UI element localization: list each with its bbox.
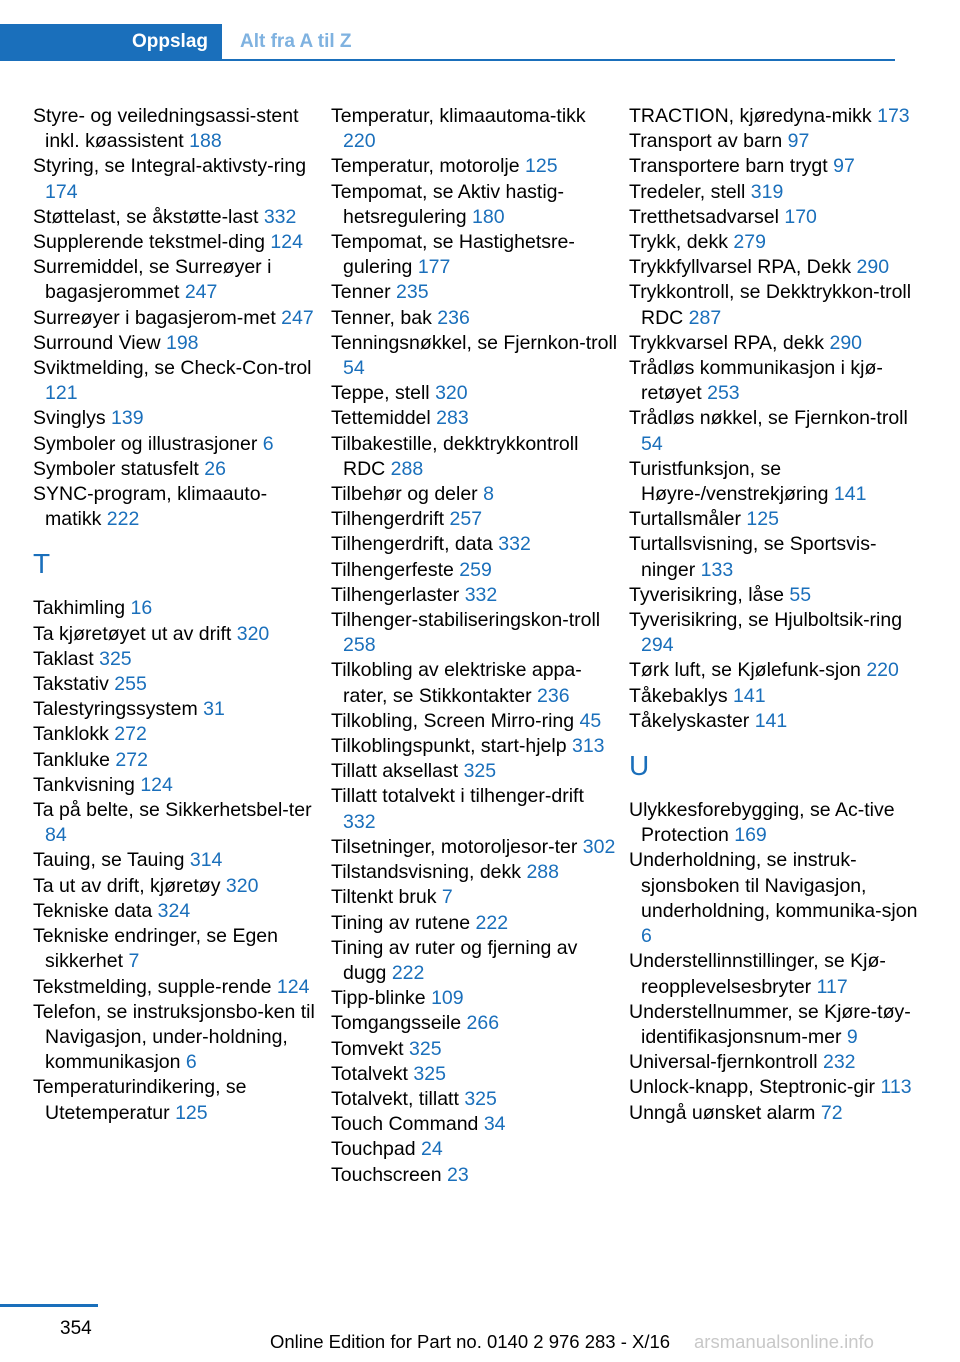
index-entry: [629, 1000, 929, 1050]
entry-term: Trykkvarsel RPA, dekk: [629, 331, 830, 354]
entry-term: Tekniske endringer, se Egen sikkerhet: [33, 925, 278, 973]
page-link[interactable]: 332: [464, 583, 498, 606]
page-link[interactable]: 84: [45, 824, 67, 847]
index-entry: [331, 280, 621, 305]
index-entry: [33, 798, 323, 848]
index-entry: [331, 1037, 621, 1062]
entry-term: Tining av rutene: [331, 911, 476, 934]
index-entry: [331, 180, 621, 230]
page-link[interactable]: 332: [498, 533, 531, 556]
page-link[interactable]: 320: [225, 874, 259, 897]
entry-term: Ta på belte, se Sikkerhetsbel‐ter: [33, 799, 312, 822]
entry-term: Touch Command: [331, 1113, 484, 1136]
index-entry: [331, 734, 621, 759]
entry-term: Tipp-blinke: [331, 987, 432, 1010]
page-link[interactable]: 54: [343, 357, 365, 380]
index-entry: [629, 129, 929, 154]
entry-term: Sviktmelding, se Check-Con‐trol: [33, 357, 312, 380]
entry-term: Tenningsnøkkel, se Fjernkon‐troll: [331, 331, 618, 354]
entry-term: Styre- og veiledningsassi‐stent inkl. køassistent: [33, 105, 299, 153]
index-entry: [331, 482, 621, 507]
entry-term: Transport av barn: [629, 130, 788, 153]
index-entry: [629, 507, 929, 532]
page-link[interactable]: 279: [733, 231, 766, 254]
page-link[interactable]: 97: [787, 130, 810, 153]
page-link[interactable]: 97: [833, 155, 855, 178]
page-link[interactable]: 235: [396, 281, 429, 304]
entry-term: Tilkobling av elektriske appa‐rater, se Stikkontakter: [331, 659, 582, 707]
page-link[interactable]: 258: [343, 634, 376, 657]
entry-term: Tilhengerdrift: [331, 508, 450, 531]
page-link[interactable]: 174: [45, 180, 78, 203]
page-link[interactable]: 332: [263, 205, 297, 228]
header-bar: [0, 24, 895, 62]
entry-term: Trykkfyllvarsel RPA, Dekk: [629, 256, 857, 279]
page-link[interactable]: 124: [270, 231, 303, 254]
page-link[interactable]: 9: [846, 1025, 858, 1048]
entry-term: Turtallsmåler: [629, 508, 747, 531]
page-link[interactable]: 113: [880, 1076, 912, 1099]
entry-term: Takstativ: [33, 673, 115, 696]
page-link[interactable]: 31: [203, 698, 225, 721]
entry-term: Tilbakestille, dekktrykkontroll RDC: [331, 432, 579, 480]
page-link[interactable]: 253: [707, 382, 740, 405]
entry-term: SYNC-program, klimaauto‐matikk: [33, 483, 268, 531]
index-entry: [331, 835, 621, 860]
page-link[interactable]: 55: [789, 583, 812, 606]
index-entry: [33, 647, 323, 672]
entry-term: Supplerende tekstmel‐ding: [33, 231, 271, 254]
page-link[interactable]: 16: [130, 597, 153, 620]
entry-term: Tempomat, se Aktiv hastig‐hetsregulering: [331, 180, 565, 228]
entry-term: Turistfunksjon, se Høyre-/venstrekjøring: [629, 457, 834, 506]
page-link[interactable]: 125: [746, 508, 779, 531]
index-entry: [629, 1101, 929, 1126]
index-entry: [629, 280, 929, 330]
index-entry: [331, 1112, 621, 1137]
page-link[interactable]: 272: [114, 723, 147, 746]
index-entry: [33, 672, 323, 697]
entry-term: Tilbehør og deler: [331, 483, 484, 506]
entry-term: Styring, se Integral-aktivsty‐ring: [33, 155, 307, 178]
index-entry: [629, 709, 929, 734]
entry-term: Understellinnstillinger, se Kjø‐reopplevelsesbryter: [629, 950, 886, 998]
page-link[interactable]: 124: [276, 975, 310, 998]
page-link[interactable]: 7: [441, 886, 453, 909]
page-link[interactable]: 319: [750, 180, 784, 203]
index-entry: [331, 583, 621, 608]
page-link[interactable]: 247: [184, 281, 218, 304]
entry-term: Trådløs nøkkel, se Fjernkon‐troll: [629, 407, 908, 430]
entry-term: Surround View: [33, 331, 166, 354]
entry-term: TRACTION, kjøredyna‐mikk: [629, 105, 878, 127]
index-entry: [331, 1062, 621, 1087]
page-link[interactable]: 180: [472, 205, 505, 228]
entry-term: Tanklokk: [33, 723, 115, 746]
entry-term: Surreøyer i bagasjerom‐met: [33, 306, 282, 329]
index-entry: [331, 230, 621, 280]
page-link[interactable]: 324: [157, 899, 191, 922]
entry-term: Tekniske data: [33, 899, 158, 922]
entry-term: Surremiddel, se Surreøyer i bagasjerommet: [33, 256, 272, 304]
index-entry: [331, 936, 621, 986]
page-link[interactable]: 125: [175, 1101, 208, 1124]
entry-term: Unngå uønsket alarm: [629, 1101, 821, 1124]
header-divider: [0, 59, 895, 61]
page-link[interactable]: 247: [281, 306, 314, 329]
section-letter: U: [629, 750, 650, 782]
page-link[interactable]: 45: [579, 709, 602, 732]
index-entry: [331, 860, 621, 885]
section-letter: T: [33, 548, 51, 580]
index-entry: [33, 924, 323, 974]
page-link[interactable]: 139: [111, 407, 144, 430]
entry-term: Tilhengerdrift, data: [331, 533, 499, 556]
index-entry: [629, 949, 929, 999]
entry-term: Tillatt aksellast: [331, 760, 464, 783]
page-link[interactable]: 141: [754, 709, 788, 732]
page-link[interactable]: 6: [641, 925, 652, 948]
entry-term: Teppe, stell: [331, 382, 436, 405]
index-entry: [629, 798, 929, 848]
entry-term: Tåkebaklys: [629, 684, 734, 707]
page-link[interactable]: 6: [262, 432, 274, 455]
page-link[interactable]: 255: [114, 673, 147, 696]
page-link[interactable]: 121: [45, 382, 78, 405]
index-entry: [331, 432, 621, 482]
entry-term: Tilkobling, Screen Mirro‐ring: [331, 709, 580, 732]
page-link[interactable]: 313: [571, 735, 605, 758]
index-entry: [33, 432, 323, 457]
index-entry: [331, 1011, 621, 1036]
index-entry: [331, 608, 621, 658]
index-entry: [629, 331, 929, 356]
entry-term: Tomvekt: [331, 1037, 410, 1060]
page-link[interactable]: 220: [866, 659, 899, 682]
page-number: 354: [60, 1318, 92, 1339]
index-entry: [331, 104, 621, 154]
entry-term: Totalvekt, tillatt: [331, 1087, 465, 1110]
page-link[interactable]: 8: [483, 483, 494, 506]
index-entry: [33, 748, 323, 773]
index-entry: [33, 154, 323, 204]
entry-term: Touchscreen: [331, 1163, 447, 1186]
page-link[interactable]: 222: [391, 961, 425, 984]
page-link[interactable]: 125: [525, 155, 558, 178]
page-link[interactable]: 7: [128, 950, 140, 973]
page-link[interactable]: 141: [833, 483, 867, 506]
entry-term: Unlock-knapp, Steptronic-gir: [629, 1076, 881, 1099]
index-entry: [629, 104, 929, 129]
page-link[interactable]: 288: [390, 457, 424, 480]
index-entry: [331, 406, 621, 431]
index-entry: [331, 331, 621, 381]
page-link[interactable]: 220: [343, 130, 376, 153]
page-link[interactable]: 294: [641, 634, 674, 657]
entry-term: Tilkoblingspunkt, start‐hjelp: [331, 735, 572, 758]
index-entry: [33, 205, 323, 230]
entry-term: Tilsetninger, motoroljesor‐ter: [331, 835, 583, 858]
entry-term: Temperatur, klimaautoma‐tikk: [331, 105, 586, 127]
entry-term: Tankluke: [33, 748, 116, 771]
index-entry: [629, 583, 929, 608]
index-entry: [629, 255, 929, 280]
index-entry: [629, 154, 929, 179]
index-entry: [33, 104, 323, 154]
index-entry: [629, 205, 929, 230]
page-link[interactable]: 24: [421, 1138, 443, 1161]
page-link[interactable]: 290: [856, 256, 890, 279]
entry-term: Tomgangsseile: [331, 1012, 467, 1035]
page-link[interactable]: 117: [816, 975, 848, 998]
page-link[interactable]: 169: [734, 824, 767, 847]
index-column-3: [629, 104, 929, 1126]
page-link[interactable]: 124: [140, 773, 173, 796]
entry-term: Universal-fjernkontroll: [629, 1051, 823, 1074]
entry-term: Trådløs kommunikasjon i kjø‐retøyet: [629, 357, 883, 405]
index-entry: [629, 356, 929, 406]
index-entry: [33, 356, 323, 406]
entry-term: Tyverisikring, se Hjulboltsik‐ring: [629, 609, 903, 632]
entry-term: Tettemiddel: [331, 407, 437, 430]
index-entry: [33, 874, 323, 899]
entry-term: Tørk luft, se Kjølefunk‐sjon: [629, 659, 867, 682]
page-link[interactable]: 6: [185, 1051, 197, 1074]
entry-term: Tenner: [331, 281, 397, 304]
page-link[interactable]: 198: [165, 331, 199, 354]
entry-term: Ta kjøretøyet ut av drift: [33, 622, 237, 645]
page-link[interactable]: 259: [459, 558, 492, 581]
entry-term: Tempomat, se Hastighetsre‐gulering: [331, 231, 575, 279]
page-link[interactable]: 325: [99, 647, 132, 670]
index-entry: [33, 255, 323, 305]
entry-term: Transportere barn trygt: [629, 155, 834, 178]
index-entry: [331, 709, 621, 734]
entry-term: Tyverisikring, låse: [629, 583, 790, 606]
index-entry: [331, 658, 621, 708]
page-link[interactable]: 34: [483, 1113, 506, 1136]
index-entry: [331, 154, 621, 179]
index-entry: [629, 658, 929, 683]
index-entry: [331, 759, 621, 784]
entry-term: Understellnummer, se Kjøre‐tøy-identifikasjonsnum‐mer: [629, 1000, 911, 1048]
index-entry: [331, 784, 621, 834]
index-entry: [331, 1137, 621, 1162]
page-link[interactable]: 257: [449, 508, 483, 531]
page-link[interactable]: 26: [204, 457, 226, 480]
page-link[interactable]: 236: [437, 306, 470, 329]
index-entry: [629, 180, 929, 205]
index-entry: [331, 381, 621, 406]
index-entry: [629, 1075, 929, 1100]
index-entry: [629, 1050, 929, 1075]
entry-term: Tankvisning: [33, 773, 141, 796]
page-link[interactable]: 222: [475, 911, 509, 934]
index-entry: [629, 230, 929, 255]
page-link[interactable]: 23: [446, 1163, 469, 1186]
index-entry: [33, 697, 323, 722]
page-link[interactable]: 170: [784, 205, 817, 228]
index-entry: [331, 1163, 621, 1188]
index-entry: [33, 722, 323, 747]
entry-term: Trykkontroll, se Dekktrykkon‐troll RDC: [629, 281, 912, 329]
index-entry: [33, 773, 323, 798]
index-entry: [629, 406, 929, 456]
index-entry: [331, 558, 621, 583]
tab-oppslag[interactable]: Oppslag: [0, 24, 222, 60]
index-entry: [629, 684, 929, 709]
entry-term: Tåkelyskaster: [629, 709, 755, 732]
entry-term: Tretthetsadvarsel: [629, 205, 785, 228]
page-link[interactable]: 188: [189, 130, 222, 153]
entry-term: Tredeler, stell: [629, 180, 751, 203]
page-link[interactable]: 232: [822, 1051, 856, 1074]
index-entry: [629, 532, 929, 582]
entry-term: Totalvekt: [331, 1062, 414, 1085]
index-entry: [33, 899, 323, 924]
entry-term: Taklast: [33, 647, 100, 670]
entry-term: Tilhengerlaster: [331, 583, 465, 606]
index-entry: [33, 596, 323, 621]
footer-rule: [0, 1304, 98, 1307]
index-entry: [331, 911, 621, 936]
page-link[interactable]: 325: [463, 760, 497, 783]
index-entry: [331, 885, 621, 910]
entry-term: Trykk, dekk: [629, 231, 734, 254]
entry-term: Temperatur, motorolje: [331, 155, 526, 178]
page-link[interactable]: 133: [700, 558, 734, 581]
page-link[interactable]: 325: [464, 1087, 497, 1110]
page-link[interactable]: 266: [466, 1012, 500, 1035]
page-link[interactable]: 72: [820, 1101, 843, 1124]
index-entry: [33, 331, 323, 356]
index-column-1: [33, 104, 323, 1126]
index-entry: [33, 406, 323, 431]
entry-term: Tining av ruter og fjerning av dugg: [331, 936, 578, 984]
index-entry: [33, 457, 323, 482]
page-link[interactable]: 109: [431, 987, 464, 1010]
page-link[interactable]: 177: [417, 256, 451, 279]
index-entry: [629, 608, 929, 658]
page-link[interactable]: 288: [526, 861, 559, 884]
edition-note: Online Edition for Part no. 0140 2 976 283 - X/16: [270, 1331, 671, 1352]
entry-term: Telefon, se instruksjonsbo‐ken til Navigasjon, under‐holdning, kommunikasjon: [33, 1000, 315, 1074]
entry-term: Ta ut av drift, kjøretøy: [33, 874, 226, 897]
page-link[interactable]: 290: [829, 331, 863, 354]
page-link[interactable]: 332: [343, 810, 376, 833]
index-entry: [33, 1075, 323, 1125]
page-link[interactable]: 325: [413, 1062, 446, 1085]
page-link[interactable]: 236: [537, 684, 570, 707]
entry-term: Svinglys: [33, 407, 112, 430]
index-entry: [331, 507, 621, 532]
watermark: arsmanualsonline.info: [694, 1331, 874, 1352]
entry-term: Tilhengerfeste: [331, 558, 460, 581]
entry-term: Touchpad: [331, 1138, 421, 1161]
page-link[interactable]: 173: [877, 105, 910, 127]
index-entry: [33, 1000, 323, 1076]
index-entry: [629, 457, 929, 507]
entry-term: Støttelast, se åkstøtte‐last: [33, 205, 264, 228]
entry-term: Tillatt totalvekt i tilhenger‐drift: [331, 785, 584, 808]
entry-term: Symboler statusfelt: [33, 457, 205, 480]
entry-term: Tilstandsvisning, dekk: [331, 861, 527, 884]
entry-term: Underholdning, se instruk‐sjonsboken til Navigasjon, underholdning, kommunika‐sjon: [629, 849, 918, 922]
page-link[interactable]: 287: [688, 306, 722, 329]
entry-term: Tenner, bak: [331, 306, 438, 329]
index-entry: [331, 1087, 621, 1112]
page-link[interactable]: 222: [106, 508, 140, 531]
page-link[interactable]: 54: [641, 432, 663, 455]
page-link[interactable]: 320: [236, 622, 270, 645]
entry-term: Tiltenkt bruk: [331, 886, 442, 909]
entry-term: Tauing, se Tauing: [33, 849, 190, 872]
entry-term: Turtallsvisning, se Sportsvis‐ninger: [629, 533, 877, 581]
index-entry: [33, 622, 323, 647]
page-link[interactable]: 325: [409, 1037, 442, 1060]
entry-term: Temperaturindikering, se Utetemperatur: [33, 1076, 247, 1124]
index-entry: [629, 848, 929, 949]
page-link[interactable]: 283: [436, 407, 469, 430]
index-column-2: [331, 104, 621, 1188]
entry-term: Symboler og illustrasjoner: [33, 432, 263, 455]
entry-term: Talestyringssystem: [33, 698, 204, 721]
entry-term: Tekstmelding, supple‐rende: [33, 975, 277, 998]
index-entry: [331, 306, 621, 331]
page-link[interactable]: 302: [582, 835, 616, 858]
entry-term: Tilhenger-stabiliseringskon‐troll: [331, 609, 601, 632]
page-link[interactable]: 320: [435, 382, 468, 405]
index-entry: [33, 975, 323, 1000]
index-entry: [33, 482, 323, 532]
page-link[interactable]: 314: [189, 849, 223, 872]
entry-term: Ulykkesforebygging, se Ac‐tive Protection: [629, 799, 895, 847]
page-link[interactable]: 272: [115, 748, 148, 771]
tab-alt-fra-a-til-z[interactable]: Alt fra A til Z: [240, 31, 352, 52]
index-entry: [33, 848, 323, 873]
page-link[interactable]: 141: [733, 684, 766, 707]
index-entry: [33, 306, 323, 331]
index-entry: [331, 986, 621, 1011]
index-entry: [33, 230, 323, 255]
entry-term: Takhimling: [33, 597, 131, 620]
index-entry: [331, 532, 621, 557]
